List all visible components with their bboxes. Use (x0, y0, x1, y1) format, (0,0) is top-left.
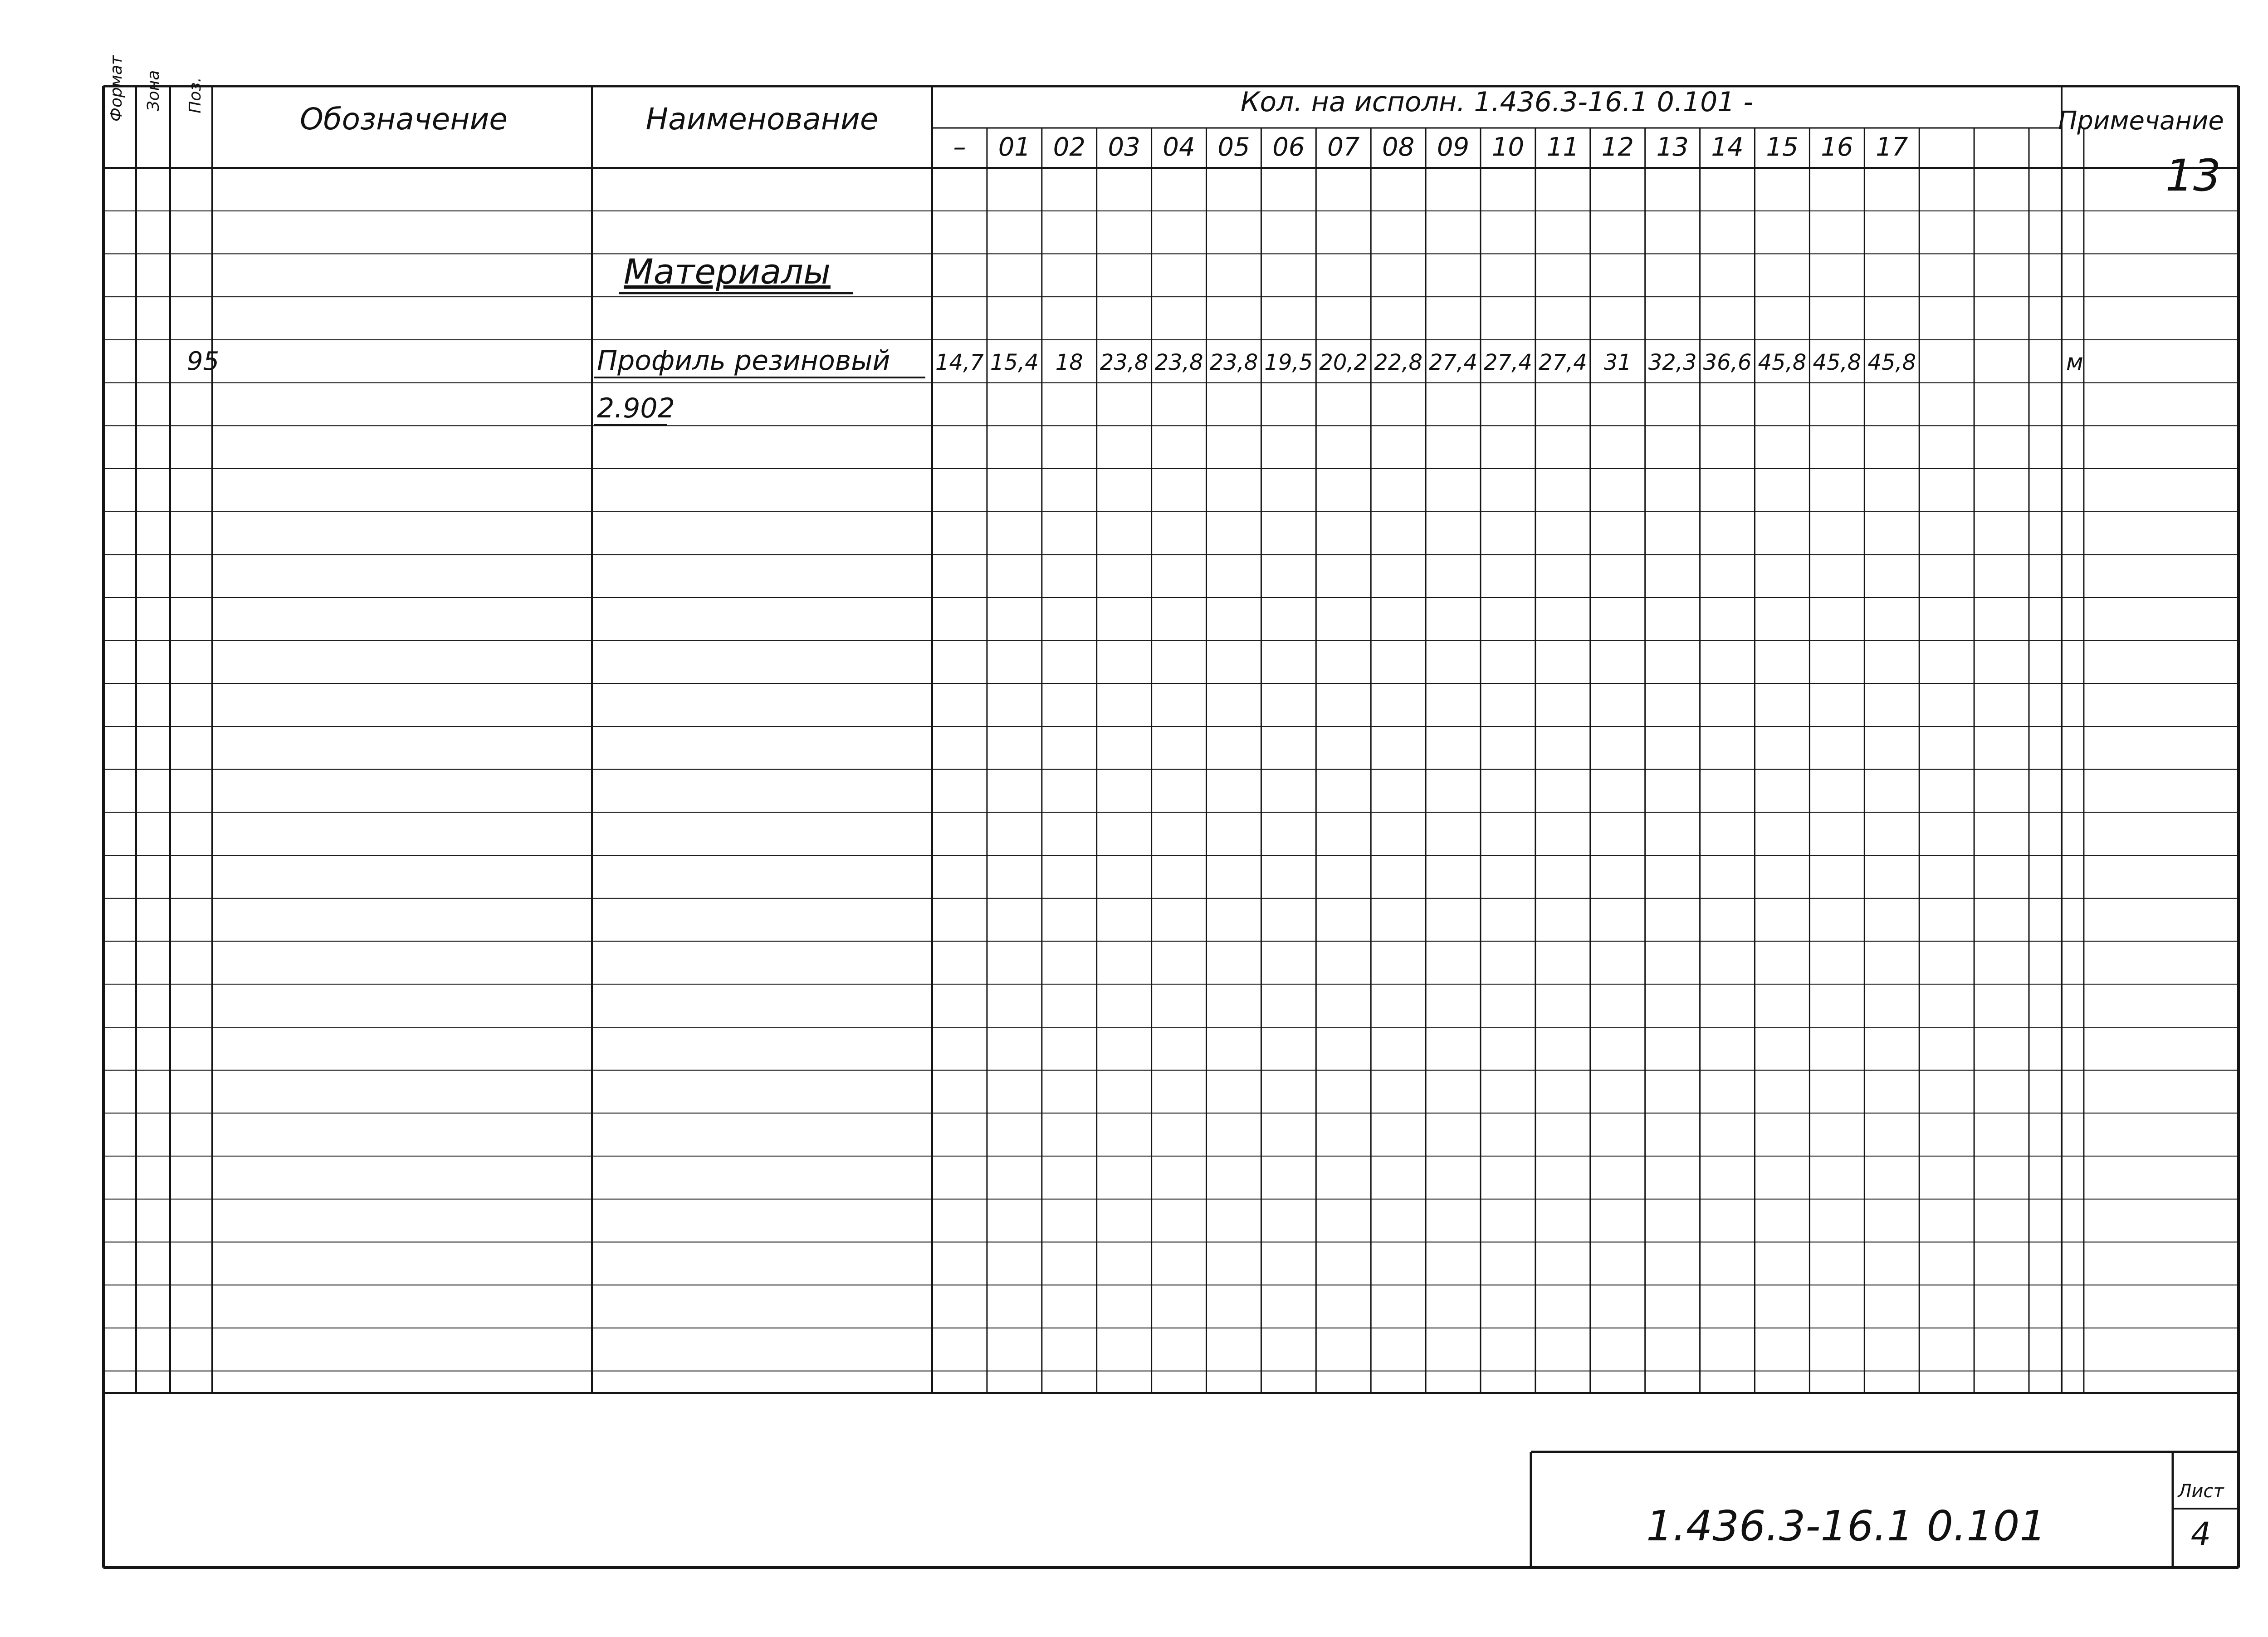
variant-label: 10 (1491, 132, 1525, 162)
sheet-number: 13 (2165, 150, 2221, 201)
quantity-cell: 20,2 (1319, 350, 1368, 375)
quantity-cell: 15,4 (990, 350, 1039, 375)
quantity-cell: 31 (1603, 350, 1632, 375)
zone-header: Зона (144, 70, 163, 112)
variant-label: 07 (1327, 132, 1360, 162)
variant-label: 04 (1163, 132, 1195, 162)
variant-label: 17 (1876, 132, 1908, 162)
table-grid (103, 86, 2239, 1568)
name-header: Наименование (645, 102, 879, 137)
variant-label: 08 (1382, 132, 1415, 162)
quantity-cell: 36,6 (1703, 350, 1752, 375)
quantity-cell: 27,4 (1538, 350, 1587, 375)
quantity-cell: 23,8 (1209, 350, 1258, 375)
variant-label: 12 (1601, 132, 1634, 162)
variant-label: 15 (1766, 132, 1799, 162)
variant-label: 09 (1437, 132, 1470, 162)
quantity-cell: 22,8 (1374, 350, 1423, 375)
variant-label: 03 (1108, 132, 1140, 162)
quantity-cell: 27,4 (1484, 350, 1532, 375)
title-block-sheet-no: 4 (2190, 1515, 2211, 1553)
quantity-cell: 27,4 (1429, 350, 1477, 375)
variant-label: 13 (1656, 132, 1689, 162)
variant-label: 11 (1546, 132, 1579, 162)
variant-label: 05 (1217, 132, 1250, 162)
quantity-header-title: Кол. на исполн. 1.436.3-16.1 0.101 - (1240, 86, 1754, 118)
note-header: Примечание (2058, 106, 2224, 136)
quantity-cell: 45,8 (1813, 350, 1862, 375)
title-block-sheet-label: Лист (2178, 1481, 2224, 1502)
variant-label: – (953, 132, 966, 162)
quantity-cell: 14,7 (935, 350, 984, 375)
variant-label: 14 (1711, 132, 1744, 162)
row-name-line1: Профиль резиновый (597, 345, 890, 377)
quantity-cell: 32,3 (1648, 350, 1697, 375)
variant-label: 06 (1272, 132, 1305, 162)
row-name-line2: 2.902 (597, 392, 675, 424)
row-unit: м (2066, 349, 2083, 375)
designation-header: Обозначение (300, 102, 508, 137)
quantity-cell: 45,8 (1758, 350, 1807, 375)
position-header: Поз. (186, 77, 205, 113)
title-block-code: 1.436.3-16.1 0.101 (1646, 1502, 2046, 1550)
variant-label: 02 (1053, 132, 1085, 162)
quantity-cell: 23,8 (1154, 350, 1203, 375)
section-title: Материалы (624, 251, 831, 292)
quantity-cell: 23,8 (1100, 350, 1149, 375)
quantity-cell: 19,5 (1264, 350, 1313, 375)
quantity-cell: 45,8 (1867, 350, 1916, 375)
format-header: Формат (107, 55, 126, 122)
row-position: 95 (187, 347, 220, 376)
variant-label: 01 (998, 132, 1031, 162)
quantity-cell: 18 (1055, 350, 1083, 375)
variant-label: 16 (1821, 132, 1853, 162)
